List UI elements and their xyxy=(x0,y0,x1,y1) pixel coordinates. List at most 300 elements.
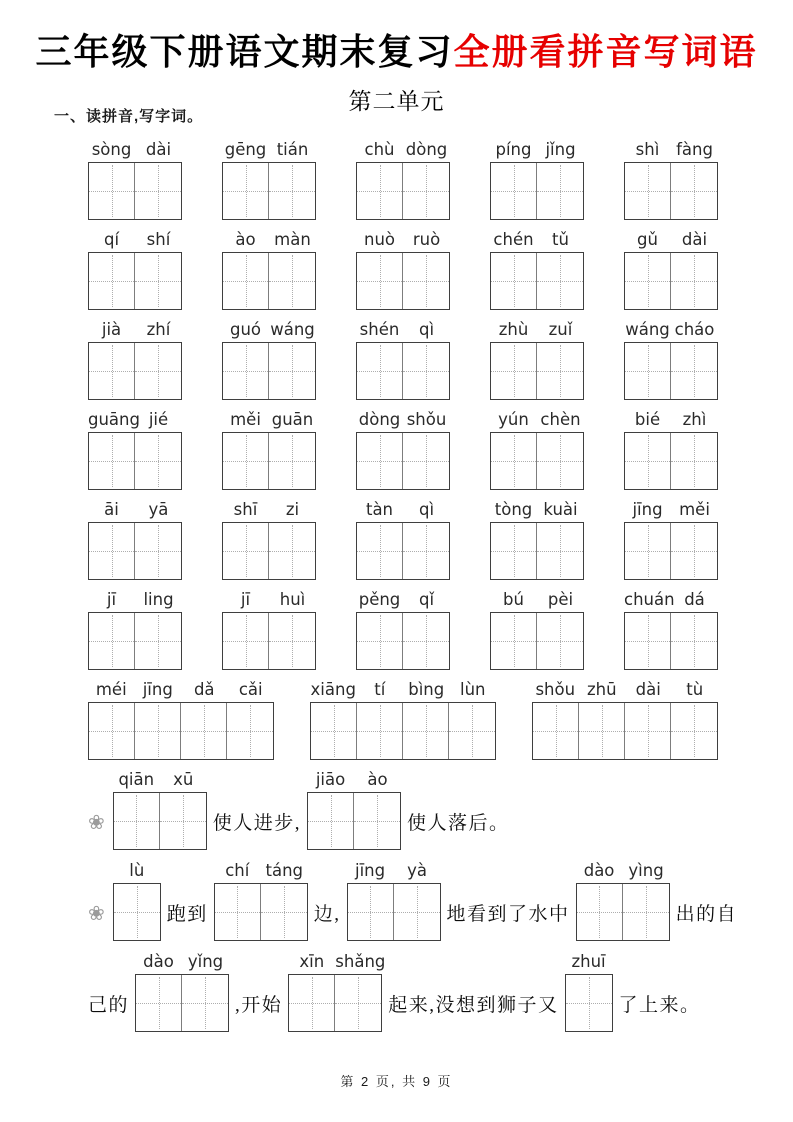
writing-cell[interactable] xyxy=(579,703,625,759)
writing-cell[interactable] xyxy=(537,523,583,579)
pinyin-syllable: chù xyxy=(364,140,395,159)
writing-cell[interactable] xyxy=(135,433,181,489)
pinyin-label xyxy=(222,137,316,162)
writing-cell[interactable] xyxy=(625,163,671,219)
pinyin-syllable: ào xyxy=(235,230,256,249)
writing-box xyxy=(214,883,308,941)
sentence-text-body: 起来,没想到狮子又 xyxy=(388,995,559,1016)
sentence-text xyxy=(213,767,301,851)
word-group xyxy=(490,317,584,400)
writing-cell[interactable] xyxy=(269,433,315,489)
writing-cell[interactable] xyxy=(160,793,206,849)
writing-cell[interactable] xyxy=(449,703,495,759)
writing-cell[interactable] xyxy=(537,343,583,399)
page-title xyxy=(10,24,783,75)
writing-cell[interactable] xyxy=(135,163,181,219)
pinyin-syllable: jī xyxy=(106,590,117,609)
writing-cell[interactable] xyxy=(357,613,403,669)
writing-cell[interactable] xyxy=(357,703,403,759)
pinyin-label xyxy=(356,317,450,342)
pinyin-label xyxy=(88,227,182,252)
pinyin-label xyxy=(356,497,450,522)
writing-cell[interactable] xyxy=(403,253,449,309)
title-main-text: 三年级下册语文期末复习 xyxy=(35,32,454,72)
pinyin-syllable: tàn xyxy=(365,500,394,519)
pinyin-label xyxy=(624,407,718,432)
word-group xyxy=(214,858,308,941)
pinyin-syllable: qì xyxy=(418,320,435,339)
writing-cell[interactable] xyxy=(135,253,181,309)
pinyin-syllable: zhí xyxy=(146,320,171,339)
word-group xyxy=(624,407,718,490)
pinyin-syllable: cǎi xyxy=(238,680,263,699)
word-group xyxy=(356,317,450,400)
pinyin-syllable: chèn xyxy=(540,410,581,429)
pinyin-spacer xyxy=(314,858,341,883)
pinyin-syllable: bìng xyxy=(408,680,445,699)
pinyin-syllable: dài xyxy=(145,140,172,159)
writing-cell[interactable] xyxy=(223,253,269,309)
writing-cell[interactable] xyxy=(625,523,671,579)
word-group xyxy=(135,949,229,1032)
pinyin-syllable: shǎng xyxy=(335,952,386,971)
word-group xyxy=(88,317,182,400)
pinyin-label xyxy=(288,949,386,974)
sentence-row xyxy=(88,858,793,942)
word-row xyxy=(88,497,718,580)
writing-cell[interactable] xyxy=(403,703,449,759)
writing-cell[interactable] xyxy=(625,703,671,759)
writing-box xyxy=(88,252,182,310)
sentence-text-body: ,开始 xyxy=(235,995,283,1016)
word-group xyxy=(88,587,182,670)
writing-cell[interactable] xyxy=(403,433,449,489)
writing-cell[interactable] xyxy=(135,613,181,669)
pinyin-syllable: chén xyxy=(493,230,534,249)
writing-cell[interactable] xyxy=(223,523,269,579)
writing-cell[interactable] xyxy=(269,613,315,669)
writing-box xyxy=(222,252,316,310)
pinyin-syllable: zi xyxy=(285,500,300,519)
writing-cell[interactable] xyxy=(671,613,717,669)
word-group xyxy=(222,407,316,490)
word-group xyxy=(288,949,386,1032)
pinyin-label xyxy=(113,858,161,883)
pinyin-syllable: shí xyxy=(146,230,171,249)
pinyin-syllable: yà xyxy=(407,861,427,880)
word-group xyxy=(222,497,316,580)
writing-cell[interactable] xyxy=(403,613,449,669)
pinyin-syllable: wáng xyxy=(625,320,670,339)
word-group xyxy=(576,858,670,941)
writing-cell[interactable] xyxy=(537,163,583,219)
writing-box xyxy=(88,342,182,400)
pinyin-syllable: guāng xyxy=(88,410,140,429)
pinyin-syllable: dòng xyxy=(405,140,448,159)
word-row xyxy=(88,677,718,760)
pinyin-syllable: dào xyxy=(583,861,615,880)
flower-icon xyxy=(88,767,107,851)
word-group xyxy=(222,137,316,220)
pinyin-label xyxy=(490,407,584,432)
pinyin-label xyxy=(113,767,207,792)
writing-cell[interactable] xyxy=(537,253,583,309)
writing-cell[interactable] xyxy=(89,163,135,219)
writing-cell[interactable] xyxy=(261,884,307,940)
sentence-text-body: 边, xyxy=(313,904,341,925)
pinyin-syllable: huì xyxy=(279,590,306,609)
writing-box xyxy=(356,252,450,310)
writing-cell[interactable] xyxy=(269,523,315,579)
pinyin-syllable: sòng xyxy=(91,140,132,159)
writing-cell[interactable] xyxy=(289,975,335,1031)
flower-icon xyxy=(88,858,107,942)
pinyin-syllable: wáng xyxy=(270,320,315,339)
writing-cell[interactable] xyxy=(671,703,717,759)
writing-cell[interactable] xyxy=(308,793,354,849)
pinyin-label xyxy=(214,858,308,883)
pinyin-label xyxy=(222,407,316,432)
pinyin-label xyxy=(222,587,316,612)
pinyin-syllable: jīng xyxy=(632,500,663,519)
pinyin-syllable: pèi xyxy=(547,590,574,609)
writing-cell[interactable] xyxy=(135,523,181,579)
writing-box xyxy=(113,883,161,941)
word-group xyxy=(624,227,718,310)
writing-cell[interactable] xyxy=(227,703,273,759)
pinyin-label xyxy=(490,497,584,522)
pinyin-syllable: tǔ xyxy=(552,230,569,249)
pinyin-spacer xyxy=(88,767,107,792)
word-group xyxy=(356,227,450,310)
writing-box xyxy=(490,612,584,670)
word-group xyxy=(113,767,207,850)
sentence-row xyxy=(88,767,793,851)
writing-cell[interactable] xyxy=(491,343,537,399)
pinyin-syllable: ling xyxy=(143,590,174,609)
writing-box xyxy=(88,522,182,580)
word-row xyxy=(88,227,718,310)
pinyin-syllable: yún xyxy=(498,410,529,429)
word-group xyxy=(624,587,718,670)
pinyin-label xyxy=(490,227,584,252)
writing-cell[interactable] xyxy=(89,253,135,309)
word-group xyxy=(624,137,718,220)
word-group xyxy=(347,858,441,941)
pinyin-syllable: qí xyxy=(103,230,120,249)
writing-cell[interactable] xyxy=(403,343,449,399)
word-group xyxy=(565,949,613,1032)
pinyin-syllable: guó xyxy=(229,320,262,339)
writing-cell[interactable] xyxy=(269,163,315,219)
word-group xyxy=(356,497,450,580)
section-header xyxy=(0,79,793,137)
pinyin-spacer xyxy=(213,767,301,792)
pinyin-spacer xyxy=(88,858,107,883)
writing-box xyxy=(307,792,401,850)
writing-cell[interactable] xyxy=(566,975,612,1031)
pinyin-spacer xyxy=(676,858,738,883)
pinyin-syllable: qì xyxy=(418,500,435,519)
writing-cell[interactable] xyxy=(491,253,537,309)
pinyin-syllable: qiān xyxy=(118,770,155,789)
writing-cell[interactable] xyxy=(335,975,381,1031)
sentence-text xyxy=(388,949,558,1033)
pinyin-syllable: xū xyxy=(173,770,194,789)
writing-cell[interactable] xyxy=(491,163,537,219)
writing-box xyxy=(624,522,718,580)
writing-cell[interactable] xyxy=(533,703,579,759)
writing-cell[interactable] xyxy=(135,343,181,399)
sentence-text-body: 使人落后。 xyxy=(407,813,510,834)
pinyin-label xyxy=(624,227,718,252)
pinyin-syllable: pěng xyxy=(358,590,401,609)
writing-cell[interactable] xyxy=(89,343,135,399)
pinyin-syllable: tù xyxy=(686,680,704,699)
writing-box xyxy=(576,883,670,941)
writing-cell[interactable] xyxy=(625,253,671,309)
writing-cell[interactable] xyxy=(357,253,403,309)
pinyin-label xyxy=(490,317,584,342)
writing-cell[interactable] xyxy=(357,163,403,219)
writing-cell[interactable] xyxy=(269,253,315,309)
writing-cell[interactable] xyxy=(215,884,261,940)
writing-box xyxy=(490,522,584,580)
writing-cell[interactable] xyxy=(403,523,449,579)
writing-cell[interactable] xyxy=(357,523,403,579)
word-group xyxy=(310,677,496,760)
pinyin-syllable: yìng xyxy=(628,861,664,880)
pinyin-syllable: dào xyxy=(143,952,174,971)
pinyin-label xyxy=(565,949,613,974)
writing-cell[interactable] xyxy=(182,975,228,1031)
pinyin-syllable: bié xyxy=(634,410,661,429)
pinyin-label xyxy=(624,497,718,522)
pinyin-syllable: xiāng xyxy=(310,680,356,699)
sentence-text xyxy=(447,858,570,942)
writing-cell[interactable] xyxy=(625,343,671,399)
writing-box xyxy=(222,612,316,670)
pinyin-syllable: píng xyxy=(495,140,532,159)
pinyin-syllable: jié xyxy=(148,410,169,429)
pinyin-syllable: shì xyxy=(635,140,660,159)
writing-cell[interactable] xyxy=(136,975,182,1031)
writing-cell[interactable] xyxy=(223,163,269,219)
word-group xyxy=(624,317,718,400)
writing-cell[interactable] xyxy=(89,613,135,669)
writing-cell[interactable] xyxy=(135,703,181,759)
pinyin-syllable: kuài xyxy=(543,500,578,519)
word-group xyxy=(88,677,274,760)
pinyin-label xyxy=(88,407,182,432)
pinyin-syllable: gēng xyxy=(224,140,267,159)
word-group xyxy=(113,858,161,941)
pinyin-label xyxy=(347,858,441,883)
pinyin-label xyxy=(88,497,182,522)
pinyin-syllable: lùn xyxy=(460,680,486,699)
writing-cell[interactable] xyxy=(223,613,269,669)
pinyin-spacer xyxy=(167,858,208,883)
writing-box xyxy=(88,432,182,490)
word-group xyxy=(356,137,450,220)
writing-cell[interactable] xyxy=(394,884,440,940)
writing-cell[interactable] xyxy=(89,523,135,579)
pinyin-syllable: jīng xyxy=(354,861,386,880)
writing-cell[interactable] xyxy=(269,343,315,399)
flower-glyph: ❀ xyxy=(88,900,105,925)
pinyin-label xyxy=(576,858,670,883)
pinyin-label xyxy=(307,767,401,792)
pinyin-syllable: tòng xyxy=(494,500,533,519)
pinyin-syllable: dǎ xyxy=(193,680,215,699)
writing-cell[interactable] xyxy=(89,433,135,489)
word-group xyxy=(222,587,316,670)
pinyin-label xyxy=(356,227,450,252)
pinyin-label xyxy=(222,497,316,522)
writing-box xyxy=(356,342,450,400)
sentence-text xyxy=(619,949,701,1033)
writing-cell[interactable] xyxy=(357,343,403,399)
writing-box xyxy=(624,432,718,490)
pinyin-syllable: qǐ xyxy=(418,590,435,609)
word-group xyxy=(490,227,584,310)
pinyin-syllable: tí xyxy=(374,680,386,699)
pinyin-spacer xyxy=(235,949,282,974)
pinyin-syllable: dài xyxy=(681,230,708,249)
writing-box xyxy=(288,974,382,1032)
pinyin-syllable: gǔ xyxy=(637,230,658,249)
pinyin-syllable: guān xyxy=(271,410,314,429)
sentence-text xyxy=(167,858,208,942)
pinyin-syllable: bú xyxy=(503,590,524,609)
word-group xyxy=(624,497,718,580)
writing-cell[interactable] xyxy=(577,884,623,940)
pinyin-syllable: zuǐ xyxy=(548,320,573,339)
writing-box xyxy=(490,342,584,400)
writing-cell[interactable] xyxy=(348,884,394,940)
writing-cell[interactable] xyxy=(114,884,160,940)
pinyin-syllable: fàng xyxy=(676,140,713,159)
instruction-text: 一、读拼音,写字词。 xyxy=(54,108,204,125)
writing-box xyxy=(624,612,718,670)
pinyin-spacer xyxy=(447,858,570,883)
writing-box xyxy=(624,162,718,220)
writing-cell[interactable] xyxy=(625,613,671,669)
pinyin-label xyxy=(88,677,274,702)
pinyin-label xyxy=(356,137,450,162)
page-number-footer: 第 2 页, 共 9 页 xyxy=(340,1074,453,1089)
writing-cell[interactable] xyxy=(89,703,135,759)
word-group xyxy=(222,227,316,310)
writing-cell[interactable] xyxy=(403,163,449,219)
writing-cell[interactable] xyxy=(537,433,583,489)
writing-cell[interactable] xyxy=(671,253,717,309)
pinyin-label xyxy=(356,587,450,612)
pinyin-syllable: chí xyxy=(225,861,250,880)
writing-box xyxy=(356,162,450,220)
pinyin-syllable: ruò xyxy=(412,230,441,249)
pinyin-syllable: méi xyxy=(95,680,127,699)
word-group xyxy=(88,227,182,310)
writing-cell[interactable] xyxy=(625,433,671,489)
writing-cell[interactable] xyxy=(671,163,717,219)
writing-cell[interactable] xyxy=(491,523,537,579)
writing-box xyxy=(565,974,613,1032)
pinyin-syllable: nuò xyxy=(363,230,395,249)
pinyin-label xyxy=(88,587,182,612)
pinyin-syllable: āi xyxy=(104,500,119,519)
pinyin-syllable: shī xyxy=(233,500,258,519)
sentence-text-body: 己的 xyxy=(88,995,130,1016)
sentence-text-body: 地看到了水中 xyxy=(446,904,570,925)
pinyin-syllable: shǒu xyxy=(535,680,576,699)
pinyin-label xyxy=(490,137,584,162)
writing-cell[interactable] xyxy=(491,433,537,489)
word-group xyxy=(88,497,182,580)
writing-box xyxy=(88,702,274,760)
pinyin-spacer xyxy=(388,949,558,974)
word-group xyxy=(88,407,182,490)
pinyin-syllable: jǐng xyxy=(545,140,576,159)
writing-cell[interactable] xyxy=(223,343,269,399)
writing-box xyxy=(88,612,182,670)
sentence-text xyxy=(407,767,510,851)
pinyin-syllable: ào xyxy=(367,770,388,789)
writing-box xyxy=(490,162,584,220)
pinyin-label xyxy=(310,677,496,702)
writing-cell[interactable] xyxy=(671,433,717,489)
pinyin-syllable: jī xyxy=(240,590,251,609)
writing-cell[interactable] xyxy=(181,703,227,759)
writing-cell[interactable] xyxy=(114,793,160,849)
pinyin-label xyxy=(356,407,450,432)
section-title: 第二单元 xyxy=(348,89,445,114)
writing-cell[interactable] xyxy=(671,343,717,399)
pinyin-label xyxy=(624,137,718,162)
pinyin-syllable: měi xyxy=(230,410,261,429)
writing-cell[interactable] xyxy=(671,523,717,579)
title-highlight-text: 全册看拼音写词语 xyxy=(453,32,758,72)
pinyin-syllable: zhì xyxy=(682,410,707,429)
pinyin-spacer xyxy=(88,949,129,974)
pinyin-syllable: zhù xyxy=(498,320,529,339)
writing-cell[interactable] xyxy=(623,884,669,940)
pinyin-syllable: dòng xyxy=(358,410,401,429)
pinyin-syllable: dài xyxy=(635,680,661,699)
pinyin-syllable: yā xyxy=(148,500,169,519)
writing-cell[interactable] xyxy=(223,433,269,489)
writing-cell[interactable] xyxy=(357,433,403,489)
writing-box xyxy=(356,612,450,670)
sentence-text-body: 出的自 xyxy=(675,904,738,925)
writing-box xyxy=(222,342,316,400)
pinyin-syllable: zhuī xyxy=(571,952,606,971)
writing-box xyxy=(88,162,182,220)
writing-cell[interactable] xyxy=(311,703,357,759)
word-group xyxy=(88,137,182,220)
pinyin-label xyxy=(624,587,718,612)
pinyin-syllable: shén xyxy=(359,320,400,339)
word-row xyxy=(88,137,718,220)
pinyin-syllable: shǒu xyxy=(406,410,447,429)
writing-cell[interactable] xyxy=(537,613,583,669)
pinyin-syllable: màn xyxy=(274,230,311,249)
writing-cell[interactable] xyxy=(491,613,537,669)
writing-box xyxy=(347,883,441,941)
writing-box xyxy=(490,432,584,490)
word-group xyxy=(356,407,450,490)
writing-cell[interactable] xyxy=(354,793,400,849)
